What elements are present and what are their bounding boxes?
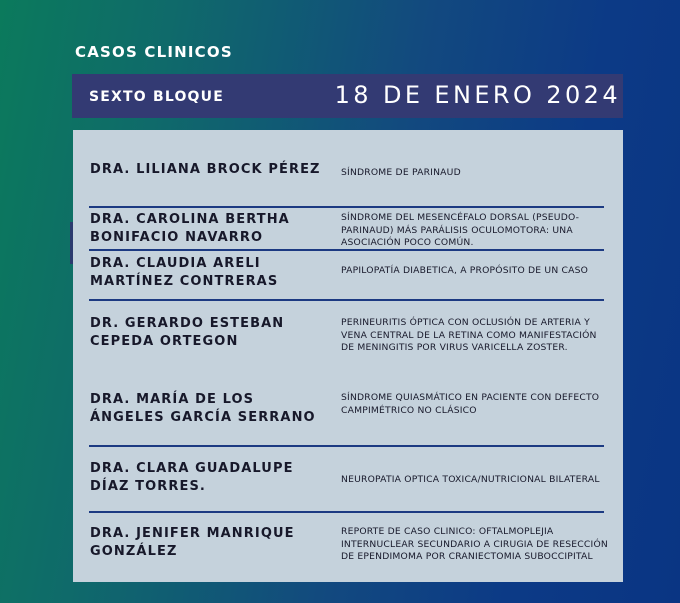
case-1-topic: SÍNDROME DE PARINAUD (341, 167, 461, 178)
case-2-presenter: DRA. CAROLINA BERTHA BONIFACIO NAVARRO (90, 212, 290, 245)
divider (89, 299, 604, 301)
case-3-presenter: DRA. CLAUDIA ARELI MARTÍNEZ CONTRERAS (90, 256, 279, 289)
case-5-topic: SÍNDROME QUIASMÁTICO EN PACIENTE CON DEFECTO CAMPIMÉTRICO NO CLÁSICO (341, 392, 600, 416)
case-6-presenter: DRA. CLARA GUADALUPE DÍAZ TORRES. (90, 461, 294, 494)
page-title: CASOS CLINICOS (75, 43, 233, 61)
block-banner (72, 74, 623, 118)
divider (89, 445, 604, 447)
case-3-topic: PAPILOPATÍA DIABETICA, A PROPÓSITO DE UN CASO (341, 265, 589, 276)
case-1-presenter: DRA. LILIANA BROCK PÉREZ (90, 162, 321, 177)
block-label: SEXTO BLOQUE (89, 89, 224, 105)
case-7-presenter: DRA. JENIFER MANRIQUE GONZÁLEZ (90, 526, 295, 559)
session-date: 18 DE ENERO 2024 (334, 81, 621, 109)
case-6-topic: NEUROPATIA OPTICA TOXICA/NUTRICIONAL BILATERAL (341, 474, 600, 485)
divider (89, 206, 604, 208)
divider (89, 511, 604, 513)
case-7-topic: REPORTE DE CASO CLINICO: OFTALMOPLEJIA INTERNUCLEAR SECUNDARIO A CIRUGIA DE RESECCIÓN DE EPENDIMOMA POR CRANIECTOMIA SUBOCCIPITAL (341, 526, 608, 562)
case-2-topic: SÍNDROME DEL MESENCÉFALO DORSAL (PSEUDO-PARINAUD) MÁS PARÁLISIS OCULOMOTORA: UNA ASOCIACIÓN POCO COMÚN. (341, 212, 580, 248)
cases-panel (73, 130, 623, 582)
case-4-topic: PERINEURITIS ÓPTICA CON OCLUSIÓN DE ARTERIA Y VENA CENTRAL DE LA RETINA COMO MANIFESTACIÓN DE MENINGITIS POR VIRUS VARICELLA ZOSTER. (341, 317, 597, 353)
case-4-presenter: DR. GERARDO ESTEBAN CEPEDA ORTEGON (90, 316, 285, 349)
divider (89, 249, 604, 251)
case-5-presenter: DRA. MARÍA DE LOS ÁNGELES GARCÍA SERRANO (90, 392, 316, 425)
